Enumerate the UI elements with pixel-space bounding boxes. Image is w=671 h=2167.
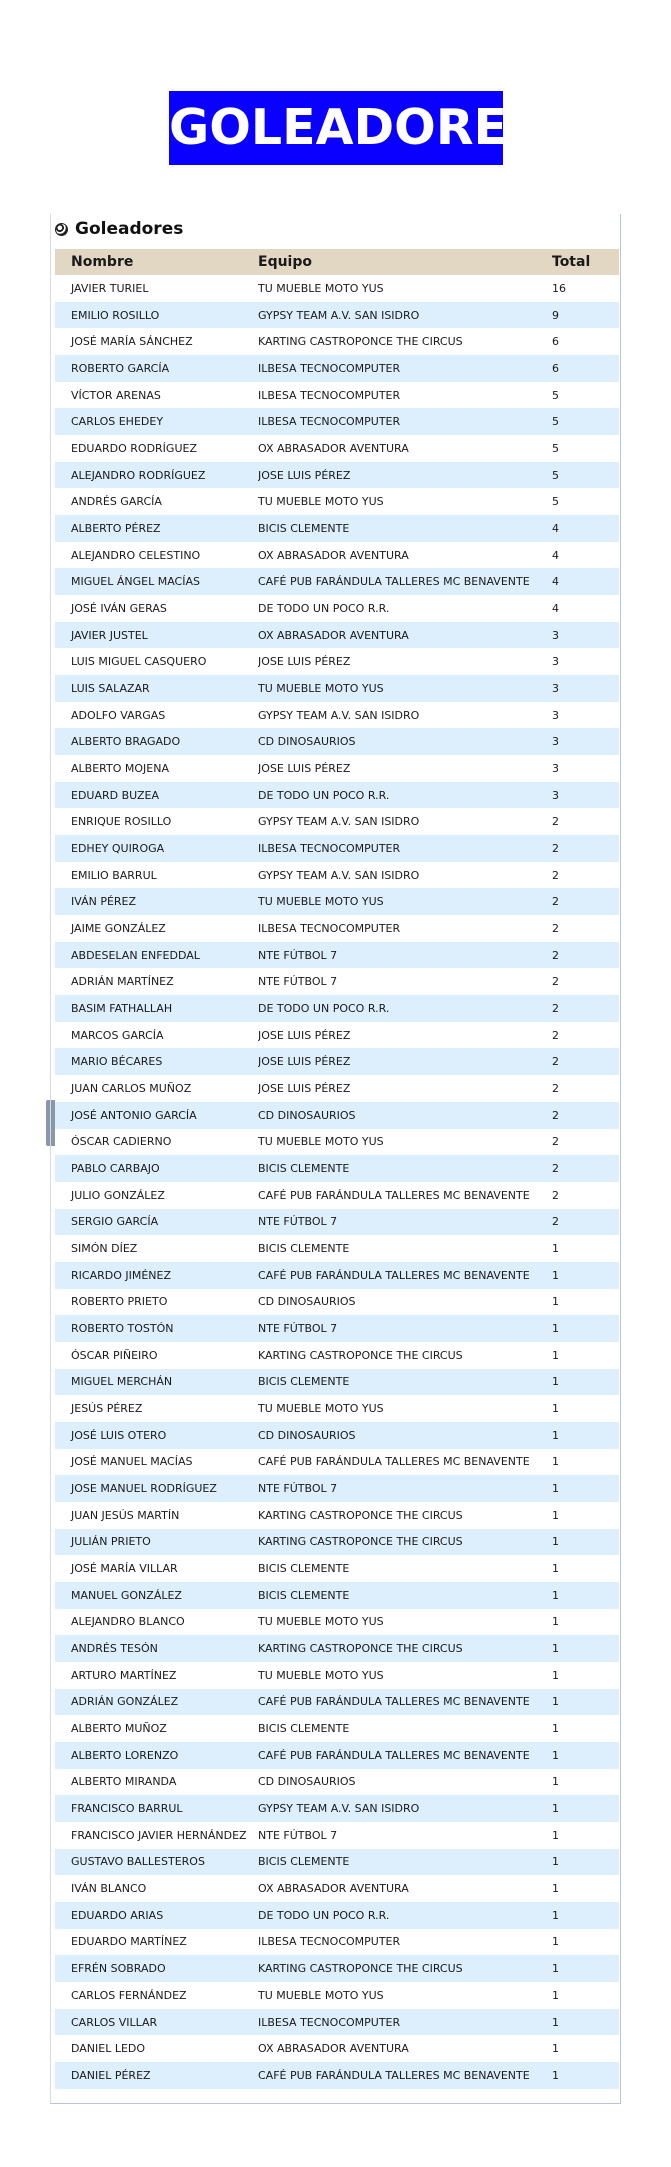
table-row [55,888,619,915]
table-row [55,1342,619,1369]
cell-nombre: ALEJANDRO RODRÍGUEZ [71,468,206,482]
cell-equipo: CAFÉ PUB FARÁNDULA TALLERES MC BENAVENTE [258,1695,530,1709]
cell-total: 1 [552,1428,559,1442]
cell-total: 3 [552,735,559,749]
cell-equipo: JOSE LUIS PÉREZ [258,1081,351,1095]
cell-equipo: JOSE LUIS PÉREZ [258,468,351,482]
cell-equipo: ILBESA TECNOCOMPUTER [258,388,401,402]
table-row [55,355,619,382]
cell-equipo: TU MUEBLE MOTO YUS [258,681,384,695]
cell-total: 2 [552,1135,559,1149]
cell-equipo: CAFÉ PUB FARÁNDULA TALLERES MC BENAVENTE [258,1748,530,1762]
cell-total: 5 [552,468,559,482]
cell-nombre: JOSÉ IVÁN GERAS [71,601,167,615]
cell-total: 1 [552,1588,559,1602]
cell-total: 2 [552,1108,559,1122]
cell-nombre: ALBERTO MOJENA [71,761,169,775]
cell-total: 6 [552,335,559,349]
cell-equipo: DE TODO UN POCO R.R. [258,1001,390,1015]
cell-equipo: BICIS CLEMENTE [258,1242,350,1256]
cell-equipo: ILBESA TECNOCOMPUTER [258,841,401,855]
table-row [55,995,619,1022]
cell-nombre: ROBERTO TOSTÓN [71,1322,174,1336]
cell-nombre: ADOLFO VARGAS [71,708,166,722]
table-row [55,835,619,862]
table-row [55,302,619,329]
cell-equipo: TU MUEBLE MOTO YUS [258,1988,384,2002]
cell-equipo: JOSE LUIS PÉREZ [258,1028,351,1042]
cell-total: 2 [552,921,559,935]
table-row [55,1582,619,1609]
table-row [55,675,619,702]
cell-total: 5 [552,388,559,402]
table-row [55,702,619,729]
cell-nombre: ÓSCAR PIÑEIRO [71,1348,158,1362]
table-row [55,942,619,969]
header-total: Total [552,254,591,270]
cell-equipo: CAFÉ PUB FARÁNDULA TALLERES MC BENAVENTE [258,1268,530,1282]
cell-nombre: EDUARD BUZEA [71,788,160,802]
table-row [55,1822,619,1849]
table-row [55,782,619,809]
table-body [55,275,619,2089]
cell-nombre: MIGUEL MERCHÁN [71,1375,173,1389]
table-row [55,1022,619,1049]
cell-nombre: ALBERTO LORENZO [71,1748,179,1762]
cell-nombre: CARLOS VILLAR [71,2015,158,2029]
cell-equipo: CD DINOSAURIOS [258,1295,356,1309]
cell-nombre: JESÚS PÉREZ [71,1402,143,1416]
cell-equipo: ILBESA TECNOCOMPUTER [258,415,401,429]
cell-total: 5 [552,441,559,455]
cell-equipo: JOSE LUIS PÉREZ [258,655,351,669]
cell-total: 2 [552,1215,559,1229]
cell-nombre: RICARDO JIMÉNEZ [71,1268,172,1282]
table-row [55,328,619,355]
cell-nombre: VÍCTOR ARENAS [71,388,161,402]
table-row [55,648,619,675]
cell-equipo: DE TODO UN POCO R.R. [258,788,390,802]
cell-nombre: ALEJANDRO BLANCO [71,1615,185,1629]
table-row [55,542,619,569]
cell-nombre: JUAN CARLOS MUÑOZ [71,1081,192,1095]
cell-total: 2 [552,841,559,855]
cell-equipo: JOSE LUIS PÉREZ [258,1055,351,1069]
cell-nombre: LUIS MIGUEL CASQUERO [71,655,207,669]
cell-nombre: JUAN JESÚS MARTÍN [71,1508,180,1522]
table-row [55,2062,619,2089]
panel-header [55,214,183,244]
cell-equipo: BICIS CLEMENTE [258,1722,350,1736]
cell-equipo: TU MUEBLE MOTO YUS [258,1668,384,1682]
cell-nombre: JOSÉ MARÍA SÁNCHEZ [71,335,193,349]
cell-total: 1 [552,1615,559,1629]
table-row [55,1555,619,1582]
cell-total: 2 [552,948,559,962]
cell-nombre: JOSÉ MANUEL MACÍAS [71,1455,193,1469]
cell-total: 2 [552,1188,559,1202]
cell-nombre: PABLO CARBAJO [71,1162,160,1175]
cell-nombre: JOSÉ MARÍA VILLAR [71,1562,178,1576]
cell-nombre: MARIO BÉCARES [71,1055,163,1069]
cell-equipo: BICIS CLEMENTE [258,521,350,535]
cell-equipo: KARTING CASTROPONCE THE CIRCUS [258,335,463,349]
cell-nombre: DANIEL LEDO [71,2042,146,2056]
cell-nombre: EFRÉN SOBRADO [71,1962,166,1976]
cell-equipo: KARTING CASTROPONCE THE CIRCUS [258,1642,463,1656]
cell-nombre: JOSE MANUEL RODRÍGUEZ [71,1482,217,1496]
cell-equipo: CD DINOSAURIOS [258,1775,356,1789]
cell-nombre: JOSÉ LUIS OTERO [71,1428,167,1442]
cell-total: 2 [552,895,559,909]
table-row [55,1529,619,1556]
table-row [55,1929,619,1956]
cell-total: 4 [552,548,559,562]
cell-total: 1 [552,1908,559,1922]
cell-nombre: FRANCISCO JAVIER HERNÁNDEZ [71,1828,247,1842]
cell-equipo: BICIS CLEMENTE [258,1375,350,1389]
cell-total: 1 [552,1642,559,1656]
table-row [55,1902,619,1929]
cell-total: 1 [552,1802,559,1816]
table-row [55,1715,619,1742]
table-row [55,515,619,542]
cell-equipo: ILBESA TECNOCOMPUTER [258,921,401,935]
table-row [55,1315,619,1342]
cell-nombre: ENRIQUE ROSILLO [71,815,172,829]
cell-equipo: GYPSY TEAM A.V. SAN ISIDRO [258,815,420,829]
cell-nombre: MIGUEL ÁNGEL MACÍAS [71,575,200,589]
table-row [55,1289,619,1316]
cell-equipo: CD DINOSAURIOS [258,735,356,749]
cell-nombre: ROBERTO PRIETO [71,1295,168,1309]
cell-nombre: JAVIER TURIEL [71,281,149,295]
cell-total: 1 [552,1375,559,1389]
cell-nombre: SERGIO GARCÍA [71,1215,159,1229]
table-row [55,1235,619,1262]
cell-total: 5 [552,495,559,509]
table-row [55,1102,619,1129]
table-row [55,1422,619,1449]
cell-nombre: JAVIER JUSTEL [71,628,148,642]
cell-equipo: TU MUEBLE MOTO YUS [258,495,384,509]
cell-total: 1 [552,1695,559,1709]
cell-total: 2 [552,1055,559,1069]
goleadores-panel [50,214,621,2104]
cell-nombre: MANUEL GONZÁLEZ [71,1588,182,1602]
cell-total: 3 [552,628,559,642]
cell-total: 1 [552,1535,559,1549]
cell-total: 1 [552,1402,559,1416]
cell-equipo: GYPSY TEAM A.V. SAN ISIDRO [258,1802,420,1816]
cell-total: 1 [552,1562,559,1576]
cell-equipo: OX ABRASADOR AVENTURA [258,1882,409,1896]
cell-total: 3 [552,708,559,722]
table-row [55,1369,619,1396]
table-row [55,1635,619,1662]
cell-total: 5 [552,415,559,429]
cell-nombre: EDUARDO RODRÍGUEZ [71,441,197,455]
table-row [55,488,619,515]
table-row [55,1662,619,1689]
table-row [55,1609,619,1636]
cell-total: 6 [552,361,559,375]
cell-nombre: IVÁN PÉREZ [71,895,137,909]
table-row [55,1849,619,1876]
table-row [55,1795,619,1822]
table-row [55,1182,619,1209]
cell-total: 1 [552,1775,559,1789]
table-row [55,1955,619,1982]
cell-nombre: DANIEL PÉREZ [71,2068,151,2082]
cell-nombre: ALBERTO MIRANDA [71,1775,177,1789]
cell-equipo: KARTING CASTROPONCE THE CIRCUS [258,1348,463,1362]
cell-equipo: ILBESA TECNOCOMPUTER [258,361,401,375]
table-row [55,755,619,782]
cell-equipo: TU MUEBLE MOTO YUS [258,1615,384,1629]
table-row [55,1449,619,1476]
table-row [55,1048,619,1075]
cell-total: 1 [552,1882,559,1896]
table-row [55,2035,619,2062]
cell-equipo: TU MUEBLE MOTO YUS [258,1402,384,1416]
cell-nombre: ROBERTO GARCÍA [71,361,170,375]
cell-total: 1 [552,2042,559,2056]
cell-nombre: ALBERTO PÉREZ [71,521,161,535]
cell-equipo: OX ABRASADOR AVENTURA [258,548,409,562]
cell-nombre: GUSTAVO BALLESTEROS [71,1855,205,1869]
page-banner-title: GOLEADORES [169,91,503,165]
cell-total: 1 [552,1242,559,1256]
cell-equipo: OX ABRASADOR AVENTURA [258,441,409,455]
table-header [55,249,619,275]
table-row [55,915,619,942]
cell-nombre: ALEJANDRO CELESTINO [71,548,201,562]
header-nombre: Nombre [71,254,134,270]
cell-equipo: CAFÉ PUB FARÁNDULA TALLERES MC BENAVENTE [258,1455,530,1469]
cell-equipo: TU MUEBLE MOTO YUS [258,1135,384,1149]
cell-equipo: TU MUEBLE MOTO YUS [258,895,384,909]
table-row [55,728,619,755]
cell-total: 1 [552,2015,559,2029]
cell-total: 2 [552,1162,559,1175]
cell-equipo: NTE FÚTBOL 7 [258,1828,338,1842]
cell-equipo: NTE FÚTBOL 7 [258,1215,338,1229]
cell-total: 2 [552,975,559,989]
cell-nombre: ANDRÉS GARCÍA [71,495,162,509]
cell-nombre: ARTURO MARTÍNEZ [71,1668,177,1682]
cell-equipo: BICIS CLEMENTE [258,1588,350,1602]
cell-nombre: ALBERTO MUÑOZ [71,1722,167,1736]
cell-equipo: KARTING CASTROPONCE THE CIRCUS [258,1508,463,1522]
cell-equipo: ILBESA TECNOCOMPUTER [258,2015,401,2029]
panel-title: Goleadores [75,219,184,239]
cell-total: 1 [552,1722,559,1736]
cell-total: 2 [552,1081,559,1095]
cell-nombre: ALBERTO BRAGADO [71,735,181,749]
cell-equipo: GYPSY TEAM A.V. SAN ISIDRO [258,708,420,722]
table-row [55,1769,619,1796]
cell-nombre: SIMÓN DÍEZ [71,1242,138,1256]
cell-equipo: GYPSY TEAM A.V. SAN ISIDRO [258,308,420,322]
cell-equipo: TU MUEBLE MOTO YUS [258,281,384,295]
cell-equipo: BICIS CLEMENTE [258,1855,350,1869]
cell-equipo: CD DINOSAURIOS [258,1108,356,1122]
cell-total: 2 [552,868,559,882]
table-row [55,382,619,409]
cell-total: 1 [552,1935,559,1949]
cell-nombre: EDHEY QUIROGA [71,841,165,855]
cell-nombre: BASIM FATHALLAH [71,1001,173,1015]
table-row [55,1742,619,1769]
cell-total: 1 [552,1962,559,1976]
table-row [55,622,619,649]
cell-total: 4 [552,521,559,535]
table-row [55,275,619,302]
cell-equipo: DE TODO UN POCO R.R. [258,601,390,615]
cell-equipo: BICIS CLEMENTE [258,1162,350,1175]
cell-total: 3 [552,655,559,669]
cell-equipo: OX ABRASADOR AVENTURA [258,2042,409,2056]
cell-total: 1 [552,1748,559,1762]
cell-nombre: EDUARDO ARIAS [71,1908,164,1922]
table-row [55,1875,619,1902]
cell-equipo: CAFÉ PUB FARÁNDULA TALLERES MC BENAVENTE [258,1188,530,1202]
cell-total: 2 [552,1001,559,1015]
cell-nombre: ADRIÁN MARTÍNEZ [71,975,174,989]
cell-nombre: ANDRÉS TESÓN [71,1642,158,1656]
cell-nombre: MARCOS GARCÍA [71,1028,164,1042]
cell-total: 4 [552,601,559,615]
table-row [55,862,619,889]
cell-total: 1 [552,1668,559,1682]
table-row [55,1075,619,1102]
cell-total: 9 [552,308,559,322]
cell-total: 1 [552,1482,559,1496]
cell-equipo: NTE FÚTBOL 7 [258,1482,338,1496]
cell-total: 4 [552,575,559,589]
cell-equipo: NTE FÚTBOL 7 [258,975,338,989]
cell-nombre: ÓSCAR CADIERNO [71,1135,172,1149]
table-row [55,1395,619,1422]
cell-nombre: JULIO GONZÁLEZ [71,1188,165,1202]
table-row [55,968,619,995]
cell-equipo: NTE FÚTBOL 7 [258,1322,338,1336]
table-row [55,1982,619,2009]
cell-total: 1 [552,1988,559,2002]
cell-nombre: ADRIÁN GONZÁLEZ [71,1695,179,1709]
cell-equipo: CAFÉ PUB FARÁNDULA TALLERES MC BENAVENTE [258,575,530,589]
cell-nombre: EMILIO BARRUL [71,868,157,882]
cell-nombre: EDUARDO MARTÍNEZ [71,1935,187,1949]
scorers-table [55,249,619,2089]
cell-nombre: EMILIO ROSILLO [71,308,160,322]
cell-total: 2 [552,815,559,829]
table-row [55,1129,619,1156]
cell-equipo: KARTING CASTROPONCE THE CIRCUS [258,1535,463,1549]
cell-total: 1 [552,1855,559,1869]
cell-nombre: JULIÁN PRIETO [71,1535,151,1549]
cell-nombre: CARLOS EHEDEY [71,415,164,429]
cell-total: 3 [552,761,559,775]
table-row [55,1475,619,1502]
table-row [55,1502,619,1529]
cell-equipo: JOSE LUIS PÉREZ [258,761,351,775]
cell-total: 1 [552,1268,559,1282]
cell-total: 3 [552,788,559,802]
cell-equipo: KARTING CASTROPONCE THE CIRCUS [258,1962,463,1976]
cell-equipo: CAFÉ PUB FARÁNDULA TALLERES MC BENAVENTE [258,2068,530,2082]
cell-total: 1 [552,1828,559,1842]
cell-equipo: BICIS CLEMENTE [258,1562,350,1576]
table-row [55,1689,619,1716]
cell-total: 1 [552,1348,559,1362]
table-row [55,595,619,622]
cell-equipo: ILBESA TECNOCOMPUTER [258,1935,401,1949]
cell-total: 1 [552,1322,559,1336]
cell-total: 1 [552,1455,559,1469]
cell-equipo: DE TODO UN POCO R.R. [258,1908,390,1922]
table-row [55,568,619,595]
table-row [55,1262,619,1289]
cell-equipo: CD DINOSAURIOS [258,1428,356,1442]
cell-total: 3 [552,681,559,695]
cell-equipo: OX ABRASADOR AVENTURA [258,628,409,642]
table-row [55,435,619,462]
cell-equipo: NTE FÚTBOL 7 [258,948,338,962]
cell-nombre: JAIME GONZÁLEZ [71,921,166,935]
soccer-ball-icon [55,223,68,236]
cell-total: 1 [552,1295,559,1309]
cell-total: 1 [552,2068,559,2082]
table-row [55,1209,619,1236]
table-row [55,1155,619,1182]
cell-nombre: JOSÉ ANTONIO GARCÍA [71,1108,197,1122]
table-row [55,808,619,835]
table-row [55,408,619,435]
cell-nombre: ABDESELAN ENFEDDAL [71,948,200,962]
cell-nombre: IVÁN BLANCO [71,1882,147,1896]
cell-total: 16 [552,281,566,295]
cell-total: 1 [552,1508,559,1522]
cell-nombre: FRANCISCO BARRUL [71,1802,183,1816]
cell-total: 2 [552,1028,559,1042]
cell-nombre: CARLOS FERNÁNDEZ [71,1988,187,2002]
cell-nombre: LUIS SALAZAR [71,681,150,695]
header-equipo: Equipo [258,254,312,270]
table-row [55,462,619,489]
cell-equipo: GYPSY TEAM A.V. SAN ISIDRO [258,868,420,882]
table-row [55,2009,619,2036]
